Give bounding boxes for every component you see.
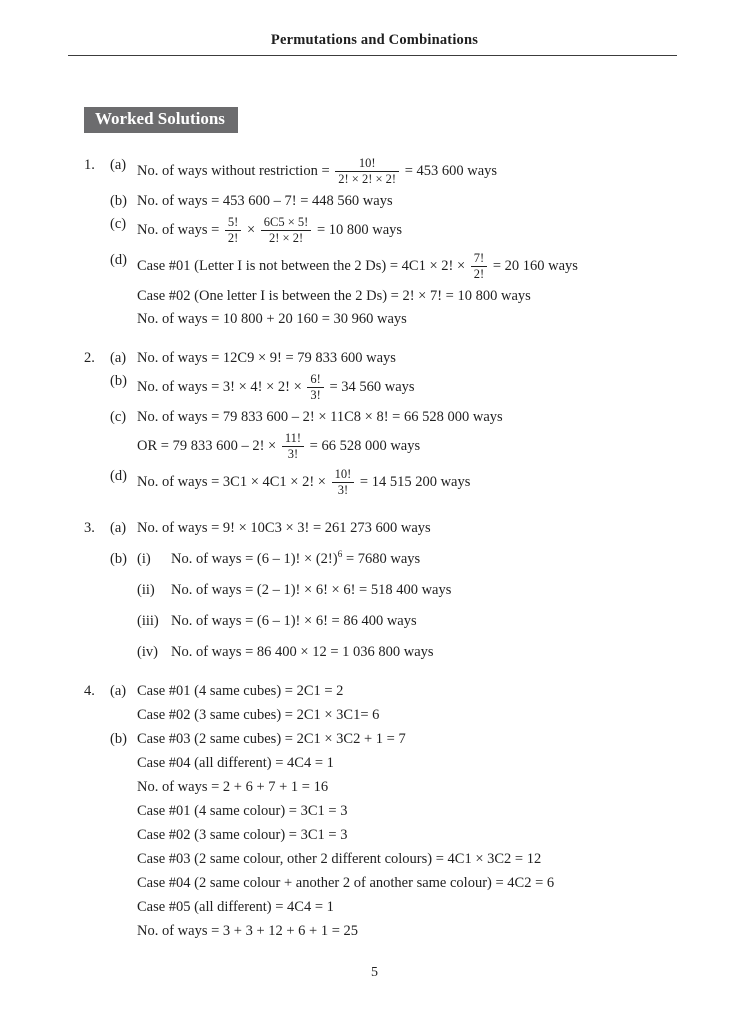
question-part (110, 408, 719, 462)
part-lines (137, 251, 719, 328)
part-lines (137, 215, 719, 246)
solution-line: (i) No. of ways = (6 – 1)! × $(2!)^6 = 7680$ ways (137, 550, 421, 567)
solution-line: No. of ways without restriction = $\frac{10!}{2! \times 2! \times 2!}$ = 453 600 ways (137, 156, 498, 186)
solution-line: Case #05 (all different) = 4C4 = 1 (137, 899, 334, 915)
superscript: 6 (337, 550, 343, 561)
solution-line: No. of ways = 12C9 × 9! = 79 833 600 ways (137, 350, 396, 366)
question-part (110, 372, 719, 403)
section-badge: Worked Solutions (84, 107, 238, 133)
solution-line: OR = 79 833 600 – 2! × $\frac{11!}{3!}$ = 66 528 000 ways (137, 431, 421, 461)
part-lines (137, 408, 719, 462)
part-lines (137, 730, 719, 940)
subpart-label: (iii) (137, 613, 159, 629)
question-number: 1. (84, 157, 95, 173)
question-part (110, 682, 719, 724)
fraction (225, 215, 241, 246)
part-label: (a) (110, 520, 127, 536)
fraction-denominator: 3! (332, 482, 355, 498)
solution-line: Case #02 (3 same cubes) = 2C1 × 3C1= 6 (137, 707, 380, 723)
solution-line: Case #01 (4 same cubes) = 2C1 = 2 (137, 683, 344, 699)
fraction-denominator: 2! (225, 230, 241, 246)
question-body (110, 349, 719, 498)
part-label: (c) (110, 409, 127, 425)
solution-line: Case #02 (One letter I is between the 2 Ds) = 2! × 7! = 10 800 ways (137, 288, 531, 304)
fraction (307, 372, 323, 403)
fraction (332, 467, 355, 498)
solution-line: Case #04 (all different) = 4C4 = 1 (137, 755, 334, 771)
subpart-label: (ii) (137, 582, 155, 598)
fraction-denominator: 2! (471, 266, 487, 282)
subpart-label: (iv) (137, 644, 158, 660)
fraction-numerator: 6C5 × 5! (263, 215, 309, 229)
question-number: 4. (84, 683, 95, 699)
solution-line: Case #04 (2 same colour + another 2 of another same colour) = 4C2 = 6 (137, 875, 555, 891)
part-label: (b) (110, 373, 127, 389)
part-lines (137, 519, 719, 537)
question-part (110, 519, 719, 537)
solution-line: Case #01 (Letter I is not between the 2 Ds) = 4C1 × 2! × $\frac{7!}{2!}$ = 20 160 ways (137, 251, 578, 281)
question-body (110, 156, 719, 328)
part-lines (137, 156, 719, 187)
solution-line: No. of ways = 9! × 10C3 × 3! = 261 273 600 ways (137, 520, 431, 536)
solution-line: No. of ways = 2 + 6 + 7 + 1 = 16 (137, 779, 329, 795)
page-header (0, 0, 749, 56)
fraction-numerator: 7! (473, 251, 485, 265)
solution-line: Case #03 (2 same cubes) = 2C1 × 3C2 + 1 = 7 (137, 731, 406, 747)
solution-line: No. of ways = 3C1 × 4C1 × 2! × $\frac{10!}{3!}$ = 14 515 200 ways (137, 467, 471, 497)
fraction (261, 215, 312, 246)
subpart-label: (i) (137, 551, 151, 567)
fraction-numerator: 6! (310, 372, 321, 386)
fraction-denominator: 3! (307, 387, 323, 403)
question-part (110, 550, 719, 661)
part-lines (137, 467, 719, 498)
part-label: (d) (110, 252, 127, 268)
question-body (110, 519, 719, 661)
question-part (110, 156, 719, 187)
part-label: (a) (110, 157, 127, 173)
question-part (110, 730, 719, 940)
page-title: Permutations and Combinations (270, 32, 479, 48)
question-part (110, 251, 719, 328)
part-lines (137, 550, 719, 661)
part-lines (137, 349, 719, 367)
fraction-numerator: 11! (284, 431, 302, 445)
solution-line: Case #01 (4 same colour) = 3C1 = 3 (137, 803, 348, 819)
part-label: (c) (110, 216, 127, 232)
solution-line: No. of ways = $\frac{5!}{2!}$ × $\frac{6C5 \times 5!}{2! \times 2!}$ = 10 800 ways (137, 215, 403, 245)
fraction-denominator: 2! × 2! (261, 230, 312, 246)
part-lines (137, 192, 719, 210)
part-label: (a) (110, 350, 127, 366)
part-label: (b) (110, 193, 127, 209)
fraction-denominator: 3! (282, 446, 304, 462)
solution-line: Case #02 (3 same colour) = 3C1 = 3 (137, 827, 348, 843)
page-number: 5 (371, 965, 378, 980)
question-part (110, 215, 719, 246)
question-number: 3. (84, 520, 95, 536)
solution-line: (iv) No. of ways = 86 400 × 12 = 1 036 800 ways (137, 644, 434, 660)
solution-line: No. of ways = 79 833 600 – 2! × 11C8 × 8! = 66 528 000 ways (137, 409, 503, 425)
fraction-numerator: 10! (334, 467, 352, 481)
solution-line: No. of ways = 10 800 + 20 160 = 30 960 ways (137, 311, 407, 327)
question-body (110, 682, 719, 940)
solution-line: (iii) No. of ways = (6 – 1)! × 6! = 86 400 ways (137, 613, 417, 629)
solution-line: (ii) No. of ways = (2 – 1)! × 6! × 6! = 518 400 ways (137, 582, 452, 598)
part-lines (137, 372, 719, 403)
question-part (110, 467, 719, 498)
part-label: (b) (110, 731, 127, 747)
fraction-denominator: 2! × 2! × 2! (335, 171, 399, 187)
question-part (110, 349, 719, 367)
part-label: (a) (110, 683, 127, 699)
questions (84, 156, 719, 940)
question-item (84, 519, 719, 661)
part-label: (b) (110, 551, 127, 567)
fraction (335, 156, 399, 187)
fraction-numerator: 5! (227, 215, 239, 229)
question-item (84, 682, 719, 940)
header-rule (68, 55, 677, 56)
solution-line: No. of ways = 453 600 – 7! = 448 560 ways (137, 193, 393, 209)
question-item (84, 349, 719, 498)
part-label: (d) (110, 468, 127, 484)
question-item (84, 156, 719, 328)
solution-line: Case #03 (2 same colour, other 2 different colours) = 4C1 × 3C2 = 12 (137, 851, 542, 867)
fraction (282, 431, 304, 462)
solution-line: No. of ways = 3 + 3 + 12 + 6 + 1 = 25 (137, 923, 359, 939)
fraction (471, 251, 487, 282)
part-lines (137, 682, 719, 724)
solution-line: No. of ways = 3! × 4! × 2! × $\frac{6!}{3!}$ = 34 560 ways (137, 372, 415, 402)
fraction-numerator: 10! (358, 156, 376, 170)
question-part (110, 192, 719, 210)
question-number: 2. (84, 350, 95, 366)
